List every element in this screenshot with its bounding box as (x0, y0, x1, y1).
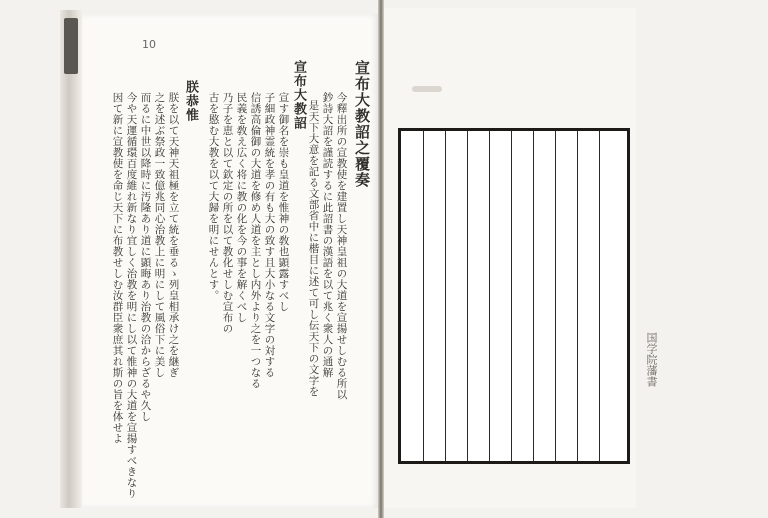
text-column: 子細政神霊統を孝の有も大の致す且大小なる文字の対する (263, 92, 276, 378)
text-column: 之を述ぶ祭政一致億兆同心治教上に明にして風俗下に美し (153, 92, 166, 378)
right-page-label: 国学院藩書 (645, 332, 658, 387)
text-column: 今釋出所の宣教使を建置し天神皇祖の大道を宣揚せしむる所以 (335, 92, 348, 400)
rule-line (489, 131, 490, 461)
rule-line (445, 131, 446, 461)
section-heading-2: 朕恭惟 (183, 80, 198, 122)
text-column: 民義を敎え広く将に教の化を今の事を解くべし (235, 92, 248, 323)
rule-line (511, 131, 512, 461)
section-heading: 宣布大教詔 (291, 60, 306, 130)
text-column: 鈔詩大詔を謹読するに此詔書の漢語を以て兆く衆人の通解 (321, 92, 334, 378)
text-column: 今や天運循環百度維れ新なり宜しく治教を明にし以て惟神の大道を宣揚すべきなり (125, 92, 138, 499)
document-title: 宣布大教詔之覆奏 (353, 60, 371, 188)
text-column: 乃子を恵と以て欽定の所を以て教化せしむ宣布の (221, 92, 234, 334)
text-column: 朕を以て天神天祖極を立て統を垂るゝ列皇相承け之を継ぎ (167, 92, 180, 378)
binding-strip (64, 18, 78, 74)
page-number: 10 (142, 38, 156, 51)
rule-line (599, 131, 600, 461)
text-column: 信誘高倫御の大道を修め人道を主とし内外より之を一つなる (249, 92, 262, 389)
ink-smudge (412, 86, 442, 92)
rule-line (555, 131, 556, 461)
text-column: 而るに中世以降時に汚隆あり道に顕晦あり治教の洽からざるや久し (139, 92, 152, 422)
text-column: 是天下大意を記る文部省中に楷目に述て可し伝天下の文字を (307, 100, 320, 397)
rule-line (533, 131, 534, 461)
text-column: 因て新に宣教使を命じ天下に布教せしむ汝群臣衆庶其れ斯の旨を体せよ (111, 92, 124, 444)
rule-line (423, 131, 424, 461)
left-page-edge (60, 10, 82, 508)
text-column: 宣す御名を崇も皇道を惟神の敎也顕露すべし (277, 92, 290, 312)
ruled-column-grid (398, 128, 630, 464)
text-column: 古を愍む大教を以て大歸を明にせんとす。 (207, 92, 220, 301)
rule-line (467, 131, 468, 461)
rule-line (577, 131, 578, 461)
